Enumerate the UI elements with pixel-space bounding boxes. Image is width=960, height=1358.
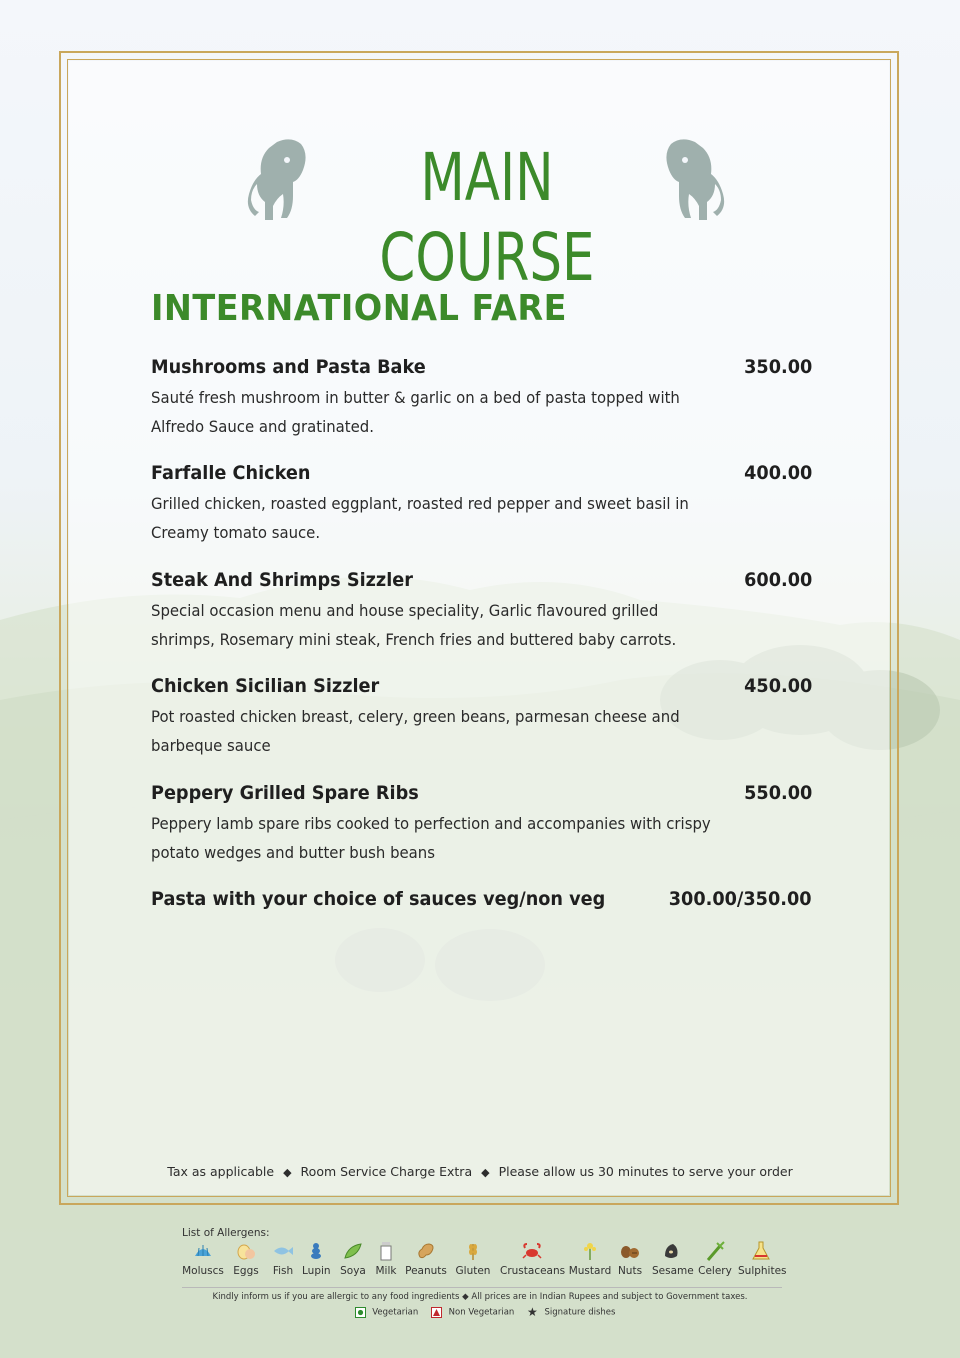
- allergen-soya: Soya: [340, 1240, 366, 1284]
- shell-icon: [192, 1240, 214, 1262]
- celery-icon: [704, 1240, 726, 1262]
- allergy-disclaimer: Kindly inform us if you are allergic to any food ingredients ◆ All prices are in Indian Rupees and subject to Government taxes.: [212, 1292, 748, 1302]
- item-price: 300.00/350.00: [669, 888, 812, 910]
- allergen-milk: Milk: [374, 1240, 398, 1284]
- lupin-icon: [305, 1240, 327, 1262]
- item-description: Pot roasted chicken breast, celery, green beans, parmesan cheese and barbeque sauce: [151, 707, 680, 755]
- allergen-nuts: Nuts: [614, 1240, 646, 1284]
- diamond-icon: ◆: [481, 1166, 490, 1179]
- title-row: [247, 136, 727, 296]
- allergen-list-label: List of Allergens:: [182, 1227, 270, 1239]
- nonveg-symbol-icon: [431, 1307, 442, 1318]
- allergen-sesame: Sesame: [652, 1240, 692, 1284]
- allergen-fish: Fish: [270, 1240, 296, 1284]
- diet-legend: [0, 1305, 960, 1319]
- nuts-icon: [619, 1240, 641, 1262]
- allergen-mustard: Mustard: [568, 1240, 612, 1284]
- allergen-peanuts: Peanuts: [404, 1240, 448, 1284]
- allergen-gluten: Gluten: [454, 1240, 492, 1284]
- peanut-icon: [415, 1240, 437, 1262]
- item-name: Pasta with your choice of sauces veg/non veg: [151, 888, 606, 910]
- veg-symbol-icon: [355, 1307, 366, 1318]
- divider: [182, 1287, 782, 1288]
- allergen-crustaceans: Crustaceans: [500, 1240, 564, 1284]
- tax-note: Tax as applicable: [167, 1164, 275, 1179]
- item-price: 450.00: [743, 675, 812, 697]
- egg-icon: [235, 1240, 257, 1262]
- item-price: 550.00: [743, 782, 812, 804]
- item-price: 350.00: [743, 356, 812, 378]
- allergen-list: [182, 1240, 787, 1284]
- section-title: INTERNATIONAL FARE: [151, 288, 567, 329]
- sulphites-icon: [750, 1240, 772, 1262]
- fish-icon: [272, 1240, 294, 1262]
- item-name: Chicken Sicilian Sizzler: [151, 675, 380, 697]
- mustard-icon: [579, 1240, 601, 1262]
- nonveg-label: Non Vegetarian: [448, 1307, 515, 1318]
- item-description: Peppery lamb spare ribs cooked to perfection and accompanies with crispy potato wedges and butter bush beans: [151, 814, 711, 862]
- veg-label: Vegetarian: [372, 1307, 419, 1318]
- service-note: [0, 1164, 960, 1179]
- item-name: Steak And Shrimps Sizzler: [151, 569, 413, 591]
- allergen-lupin: Lupin: [302, 1240, 330, 1284]
- room-service-note: Room Service Charge Extra: [300, 1164, 473, 1179]
- elephant-icon: [247, 136, 309, 222]
- allergen-eggs: Eggs: [232, 1240, 260, 1284]
- allergen-moluscs: Moluscs: [182, 1240, 224, 1284]
- elephant-icon: [663, 136, 725, 222]
- item-name: Peppery Grilled Spare Ribs: [151, 782, 419, 804]
- serve-time-note: Please allow us 30 minutes to serve your order: [498, 1164, 793, 1179]
- item-name: Farfalle Chicken: [151, 462, 311, 484]
- item-price: 400.00: [743, 462, 812, 484]
- allergen-celery: Celery: [698, 1240, 732, 1284]
- milk-icon: [375, 1240, 397, 1262]
- page-title: MAIN COURSE: [379, 139, 595, 296]
- wheat-icon: [462, 1240, 484, 1262]
- star-icon: ★: [527, 1305, 538, 1319]
- crab-icon: [521, 1240, 543, 1262]
- item-name: Mushrooms and Pasta Bake: [151, 356, 426, 378]
- item-price: 600.00: [743, 569, 812, 591]
- item-description: Special occasion menu and house speciality, Garlic flavoured grilled shrimps, Rosemary mini steak, French fries and buttered baby carrots.: [151, 601, 677, 649]
- diamond-icon: ◆: [283, 1166, 292, 1179]
- sesame-icon: [661, 1240, 683, 1262]
- item-description: Sauté fresh mushroom in butter & garlic on a bed of pasta topped with Alfredo Sauce and gratinated.: [151, 388, 680, 436]
- item-description: Grilled chicken, roasted eggplant, roasted red pepper and sweet basil in Creamy tomato sauce.: [151, 494, 689, 542]
- signature-label: Signature dishes: [544, 1307, 616, 1318]
- allergen-sulphites: Sulphites: [738, 1240, 784, 1284]
- soya-icon: [342, 1240, 364, 1262]
